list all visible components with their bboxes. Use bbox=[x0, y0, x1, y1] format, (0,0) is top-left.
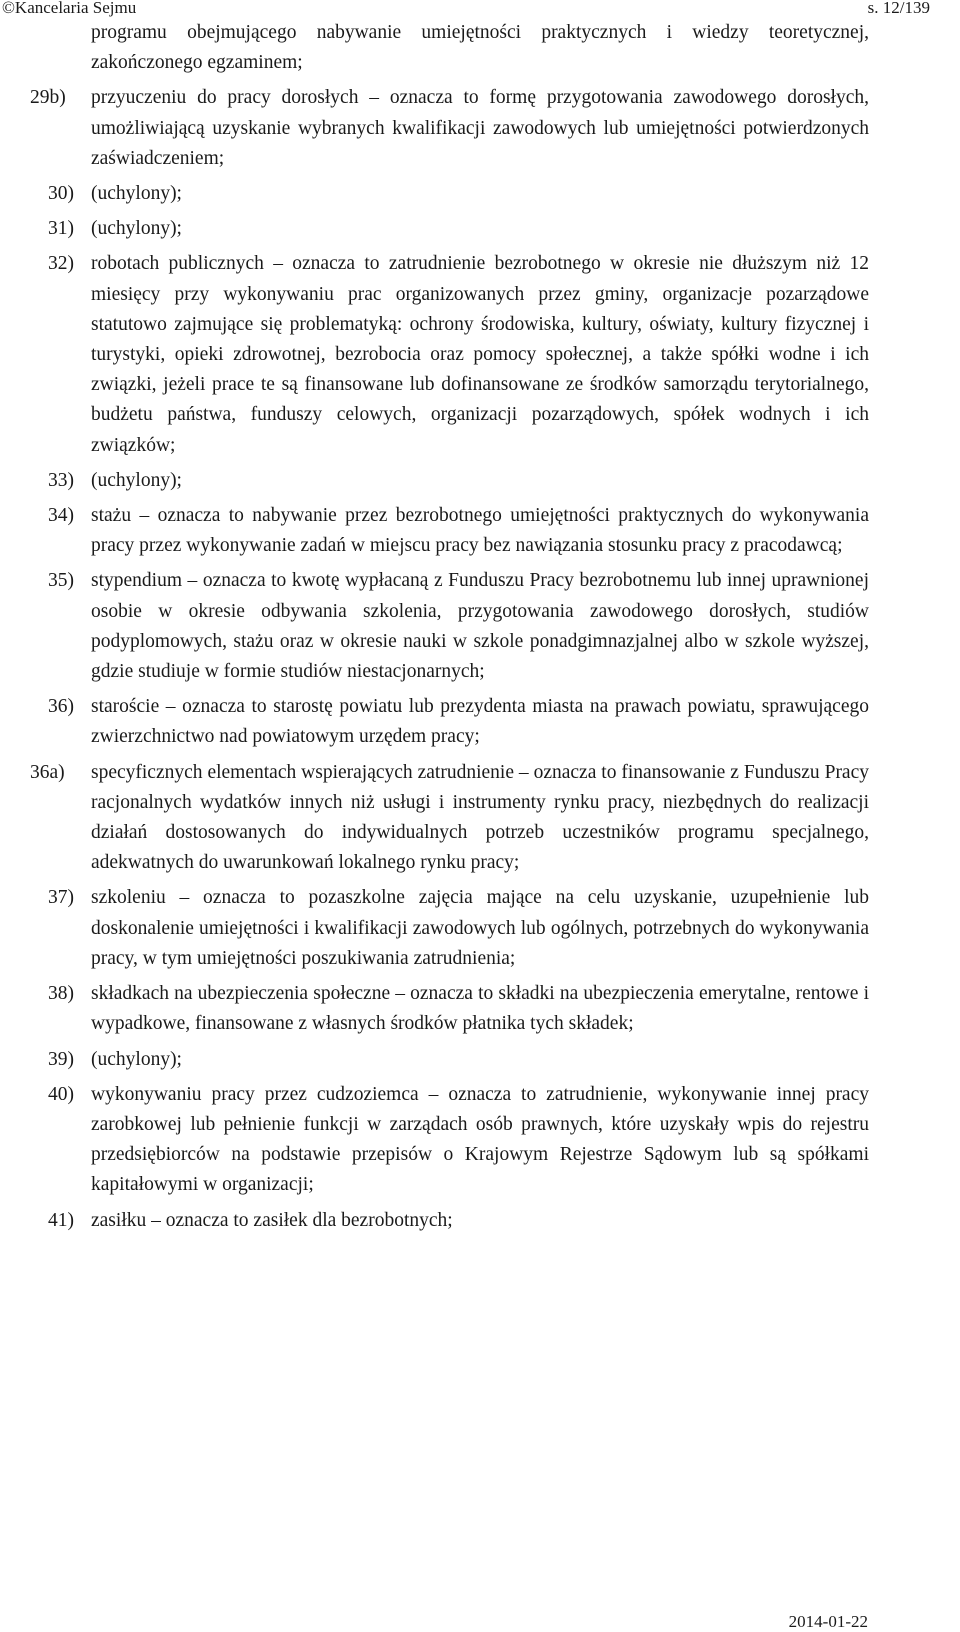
item-number: 36) bbox=[48, 696, 74, 718]
item-text: przyuczeniu do pracy dorosłych – oznacza to formę przygotowania zawodowego dorosłych, umożliwiającą uzyskanie wybranych kwalifikacji zawodowych lub umiejętności potwierdzonych zaświadczeniem; bbox=[91, 87, 869, 169]
item-text: (uchylony); bbox=[91, 218, 182, 240]
list-item bbox=[0, 1206, 960, 1236]
item-number: 41) bbox=[48, 1209, 74, 1231]
list-item bbox=[0, 883, 960, 974]
item-number: 32) bbox=[48, 253, 74, 275]
list-item bbox=[0, 566, 960, 687]
item-text: specyficznych elementach wspierających zatrudnienie – oznacza to finansowanie z Funduszu Pracy racjonalnych wydatków innych niż usługi i instrumenty rynku pracy, niezbędnych do realizacji działań dostosowanych do indywidualnych potrzeb uczestników programu specjalnego, adekwatnych do uwarunkowań lokalnego rynku pracy; bbox=[91, 761, 869, 874]
header-source: ©Kancelaria Sejmu bbox=[2, 0, 137, 17]
item-number: 31) bbox=[48, 218, 74, 240]
item-number: 39) bbox=[48, 1048, 74, 1070]
item-text: stypendium – oznacza to kwotę wypłacaną z Funduszu Pracy bezrobotnemu lub innej uprawnionej osobie w okresie odbywania szkolenia, przygotowania zawodowego dorosłych, studiów podyplomowych, stażu oraz w okresie nauki w szkole ponadgimnazjalnej albo w szkole wyższej, gdzie studiuje w formie studiów niestacjonarnych; bbox=[91, 570, 869, 683]
header-page-number: s. 12/139 bbox=[867, 0, 930, 17]
list-item bbox=[0, 18, 960, 78]
list-item bbox=[0, 466, 960, 496]
item-number: 29b) bbox=[30, 87, 66, 109]
item-number: 35) bbox=[48, 570, 74, 592]
item-text: szkoleniu – oznacza to pozaszkolne zajęcia mające na celu uzyskanie, uzupełnienie lub doskonalenie umiejętności i kwalifikacji zawodowych lub ogólnych, potrzebnych do wykonywania pracy, w tym umiejętności poszukiwania zatrudnienia; bbox=[91, 887, 869, 969]
list-item bbox=[0, 214, 960, 244]
item-text: zasiłku – oznacza to zasiłek dla bezrobotnych; bbox=[91, 1209, 453, 1231]
list-item bbox=[0, 692, 960, 752]
item-number: 40) bbox=[48, 1083, 74, 1105]
list-item bbox=[0, 249, 960, 460]
list-item bbox=[0, 979, 960, 1039]
item-number: 37) bbox=[48, 887, 74, 909]
item-number: 38) bbox=[48, 983, 74, 1005]
item-text: staroście – oznacza to starostę powiatu lub prezydenta miasta na prawach powiatu, sprawującego zwierzchnictwo nad powiatowym urzędem pracy; bbox=[91, 696, 869, 748]
item-number: 34) bbox=[48, 505, 74, 527]
item-text: stażu – oznacza to nabywanie przez bezrobotnego umiejętności praktycznych do wykonywania pracy przez wykonywanie zadań w miejscu pracy bez nawiązania stosunku pracy z pracodawcą; bbox=[91, 505, 869, 557]
footer-date: 2014-01-22 bbox=[788, 1612, 868, 1631]
item-text: robotach publicznych – oznacza to zatrudnienie bezrobotnego w okresie nie dłuższym niż 12 miesięcy przy wykonywaniu prac organizowanych przez gminy, organizacje pozarządowe statutowo zajmujące się problematyką: ochrony środowiska, kultury, oświaty, kultury fizycznej i turystyki, opieki zdrowotnej, bezrobocia oraz pomocy społecznej, a także spółki wodne i ich związki, jeżeli prace te są finansowane lub dofinansowane ze środków samorządu terytorialnego, budżetu państwa, funduszy celowych, organizacji pozarządowych, spółek wodnych i ich związków; bbox=[91, 253, 869, 456]
list-item bbox=[0, 83, 960, 174]
item-text: wykonywaniu pracy przez cudzoziemca – oznacza to zatrudnienie, wykonywanie innej pracy zarobkowej lub pełnienie funkcji w zarządach osób prawnych, które uzyskały wpis do rejestru przedsiębiorców na podstawie przepisów o Krajowym Rejestrze Sądowym lub są spółkami kapitałowymi w organizacji; bbox=[91, 1083, 869, 1196]
item-text: programu obejmującego nabywanie umiejętności praktycznych i wiedzy teoretycznej, zakończonego egzaminem; bbox=[91, 22, 869, 74]
list-item bbox=[0, 501, 960, 561]
item-text: składkach na ubezpieczenia społeczne – oznacza to składki na ubezpieczenia emerytalne, rentowe i wypadkowe, finansowane z własnych środków płatnika tych składek; bbox=[91, 983, 869, 1035]
item-number: 36a) bbox=[30, 761, 65, 783]
item-text: (uchylony); bbox=[91, 183, 182, 205]
item-text: (uchylony); bbox=[91, 469, 182, 491]
list-item bbox=[0, 1045, 960, 1075]
document-body bbox=[0, 18, 960, 1241]
item-text: (uchylony); bbox=[91, 1048, 182, 1070]
list-item bbox=[0, 179, 960, 209]
item-number: 33) bbox=[48, 469, 74, 491]
list-item bbox=[0, 758, 960, 879]
item-number: 30) bbox=[48, 183, 74, 205]
list-item bbox=[0, 1080, 960, 1201]
